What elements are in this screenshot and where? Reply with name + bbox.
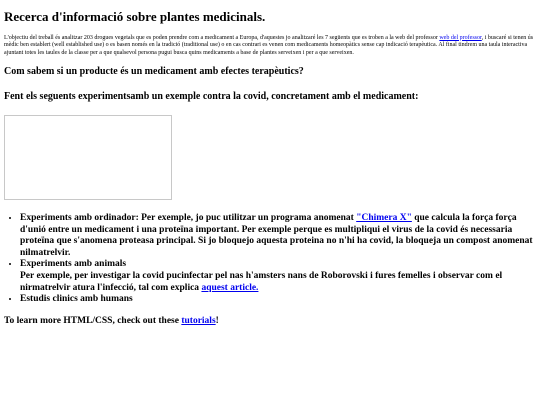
- page-title: Recerca d'informació sobre plantes medicinals.: [4, 9, 266, 24]
- intro-text-end: , i buscaré si tenen ús mèdic ben establert (well established use) o es basen només en la tradició (traditional use) o en cas contrari es venen com medicaments homeopàtics sense cap indicació terapèutica. Al final tindrem una taula interactiva ajuntant totes les taules de la classe per a que qualsevol persona pugui busca quins medicaments a base de plantes serveixen i per a que serveixen.: [4, 34, 534, 56]
- computer-experiments-text-start: Experiments amb ordinador: Per exemple, jo puc utilitzar un programa anomenat: [20, 213, 357, 224]
- embedded-frame[interactable]: [4, 115, 172, 200]
- page: [0, 9, 540, 326]
- list-item-computer-experiments: [20, 213, 536, 259]
- animal-experiments-text: Per exemple, per investigar la covid pucinfectar pel nas h'amsters nans de Roborovski i fures femelles i observar com el nirmatrelvir atura l'infecció, tal com explica: [20, 270, 503, 293]
- question-heading: Com sabem si un producte és un medicament amb efectes terapèutics?: [4, 66, 304, 78]
- intro-paragraph: [4, 35, 536, 58]
- chimera-x-link[interactable]: "Chimera X": [356, 213, 412, 224]
- experiments-heading: Fent els seguents experimentsamb un exemple contra la covid, concretament amb el medicament:: [4, 91, 419, 103]
- list-item-animal-experiments: [20, 259, 536, 294]
- footer-text: [4, 316, 536, 326]
- footer-text-start: To learn more HTML/CSS, check out these: [4, 315, 182, 326]
- footer-text-end: !: [215, 315, 219, 326]
- tutorials-link[interactable]: tutorials: [181, 315, 216, 326]
- professor-web-link[interactable]: web del professor: [439, 34, 482, 41]
- animal-experiments-title: Experiments amb animals: [20, 259, 127, 270]
- list-item-clinical-studies: • Estudis clinics amb humans: [20, 294, 536, 306]
- computer-experiments-text-end: que calcula la força força d'unió entre un medicament i una proteïna important. Per exemple perque es multipliqui el virus de la covid és necessaria proteïna que s'anomena proteasa principal. Si jo bloquejo aquesta proteina no n'hi ha covid, la bloqueja un compost anomenat nilmatrelvir.: [20, 213, 533, 258]
- article-link[interactable]: aquest article.: [201, 282, 259, 293]
- experiments-list: [4, 213, 536, 306]
- intro-text-start: L'objectiu del treball és analitzar 203 drogues vegetals que es poden prendre com a medicament a Europa, d'aquestes jo analitzaré les 7 següents que es troben a la web del professor: [4, 34, 440, 41]
